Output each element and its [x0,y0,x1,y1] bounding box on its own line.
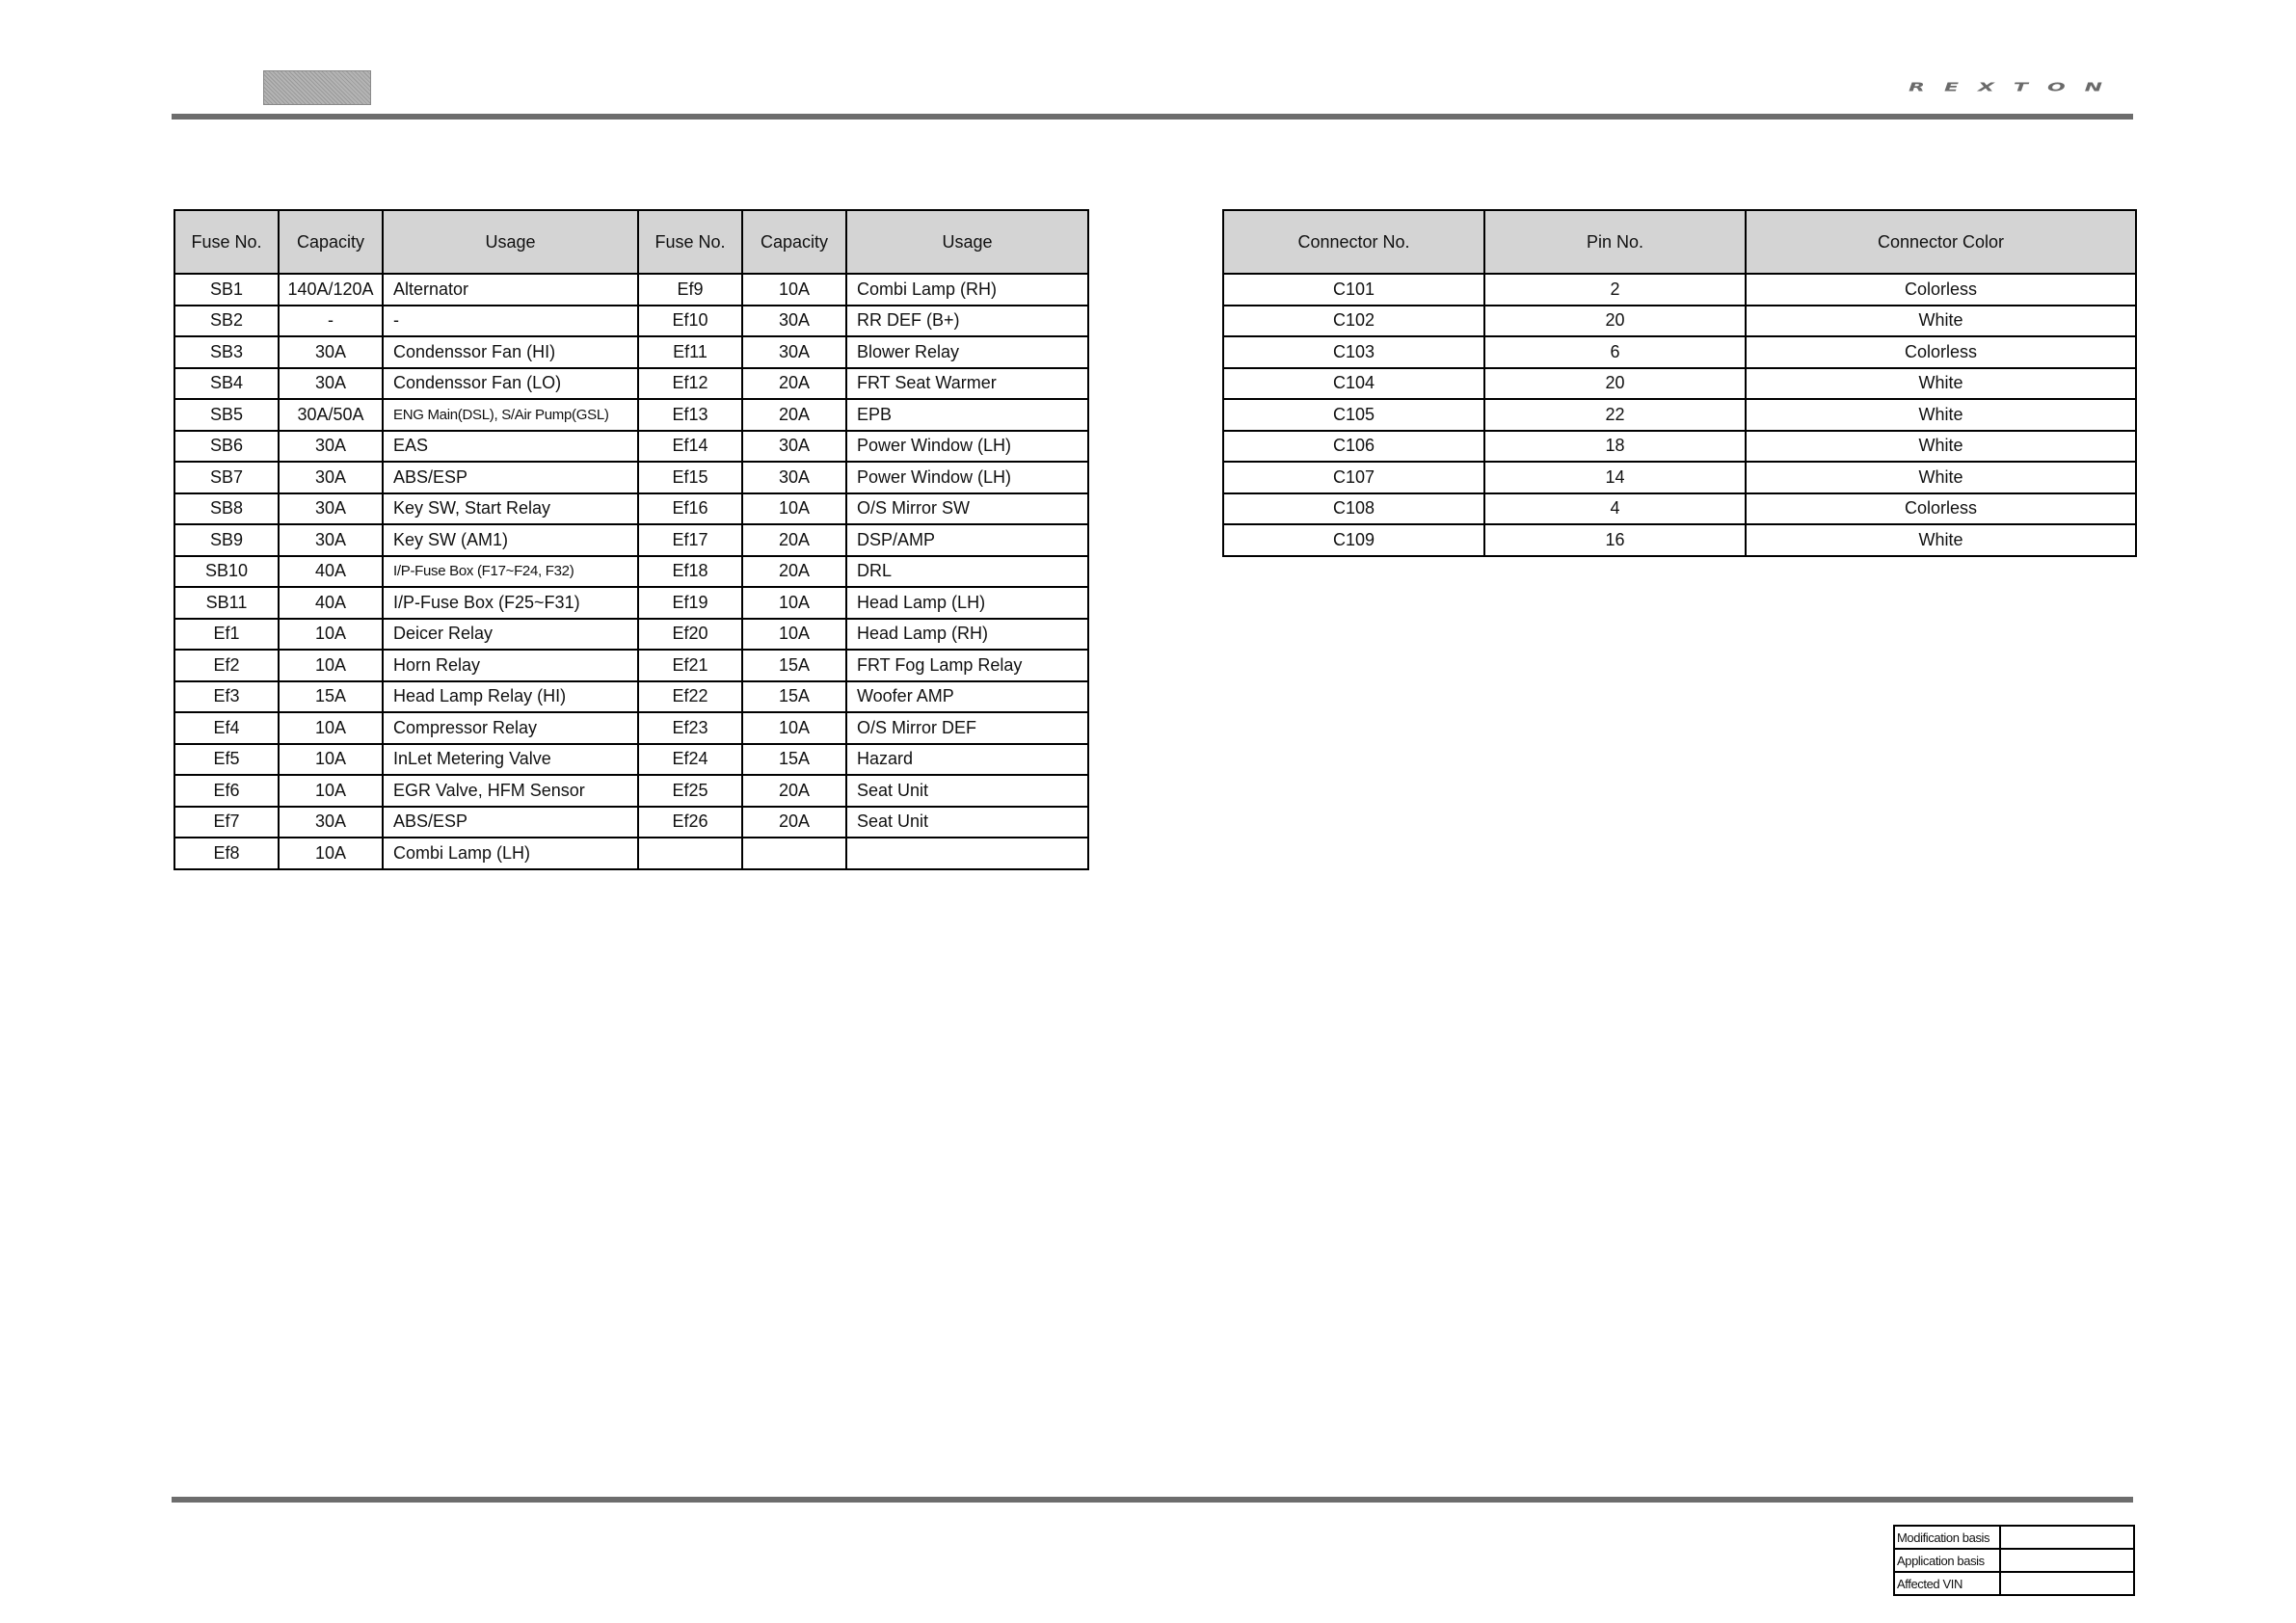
pin-no-cell: 6 [1484,336,1746,368]
connector-color-cell: White [1746,431,2136,463]
capacity-cell: 10A [742,587,846,619]
usage-header: Usage [846,210,1088,274]
fuse-no-cell: SB5 [174,399,279,431]
fuse-no-cell: Ef25 [638,775,742,807]
capacity-cell: 30A/50A [279,399,383,431]
connector-no-cell: C104 [1223,368,1484,400]
table-row [174,775,1088,807]
capacity-cell: 30A [742,336,846,368]
capacity-cell: 30A [279,336,383,368]
table-row [174,462,1088,493]
usage-cell: FRT Seat Warmer [846,368,1088,400]
capacity-cell [742,838,846,869]
table-row [1223,306,2136,337]
usage-cell: Power Window (LH) [846,462,1088,493]
pin-no-cell: 4 [1484,493,1746,525]
pin-no-cell: 2 [1484,274,1746,306]
fuse-table [174,209,1089,870]
revision-label: Application basis [1894,1549,2000,1572]
capacity-header: Capacity [279,210,383,274]
fuse-no-cell: Ef2 [174,650,279,681]
fuse-no-cell: Ef9 [638,274,742,306]
table-row [1223,462,2136,493]
usage-cell: Compressor Relay [383,712,638,744]
usage-cell: Combi Lamp (RH) [846,274,1088,306]
capacity-cell: 40A [279,556,383,588]
fuse-no-cell: Ef20 [638,619,742,651]
capacity-cell: 10A [742,712,846,744]
table-row [174,399,1088,431]
table-row [174,838,1088,869]
usage-cell: Combi Lamp (LH) [383,838,638,869]
table-row [174,744,1088,776]
fuse-no-cell: Ef3 [174,681,279,713]
connector-color-cell: Colorless [1746,274,2136,306]
capacity-cell: 10A [279,744,383,776]
fuse-no-cell: SB1 [174,274,279,306]
table-row [174,306,1088,337]
capacity-cell: - [279,306,383,337]
usage-cell: Condenssor Fan (HI) [383,336,638,368]
capacity-cell: 10A [742,493,846,525]
capacity-cell: 15A [742,681,846,713]
capacity-header: Capacity [742,210,846,274]
pin-no-cell: 20 [1484,306,1746,337]
fuse-no-cell: Ef4 [174,712,279,744]
capacity-cell: 140A/120A [279,274,383,306]
usage-cell: DSP/AMP [846,524,1088,556]
connector-color-cell: White [1746,462,2136,493]
usage-cell: RR DEF (B+) [846,306,1088,337]
usage-cell: O/S Mirror SW [846,493,1088,525]
connector-no-cell: C102 [1223,306,1484,337]
fuse-no-cell [638,838,742,869]
usage-cell: Head Lamp (RH) [846,619,1088,651]
fuse-no-cell: Ef12 [638,368,742,400]
table-row [174,712,1088,744]
capacity-cell: 40A [279,587,383,619]
table-row [174,274,1088,306]
fuse-no-cell: SB10 [174,556,279,588]
revision-value [2000,1549,2134,1572]
footer-rule [172,1497,2133,1503]
capacity-cell: 10A [279,619,383,651]
capacity-cell: 20A [742,807,846,838]
table-row [1894,1549,2134,1572]
connector-no-cell: C101 [1223,274,1484,306]
fuse-no-cell: SB3 [174,336,279,368]
capacity-cell: 30A [279,807,383,838]
usage-cell: Seat Unit [846,775,1088,807]
fuse-no-cell: Ef26 [638,807,742,838]
capacity-cell: 10A [279,650,383,681]
usage-cell: InLet Metering Valve [383,744,638,776]
connector-color-cell: White [1746,524,2136,556]
usage-header: Usage [383,210,638,274]
capacity-cell: 30A [279,368,383,400]
table-row [174,681,1088,713]
fuse-no-cell: Ef7 [174,807,279,838]
fuse-no-cell: SB11 [174,587,279,619]
usage-cell: Deicer Relay [383,619,638,651]
table-row [1223,274,2136,306]
table-row [174,619,1088,651]
capacity-cell: 10A [279,775,383,807]
fuse-no-cell: Ef5 [174,744,279,776]
fuse-no-cell: Ef11 [638,336,742,368]
fuse-no-cell: Ef15 [638,462,742,493]
fuse-no-cell: Ef13 [638,399,742,431]
fuse-no-cell: Ef10 [638,306,742,337]
usage-cell: O/S Mirror DEF [846,712,1088,744]
capacity-cell: 15A [742,744,846,776]
usage-cell: Alternator [383,274,638,306]
usage-cell: EAS [383,431,638,463]
table-row [174,556,1088,588]
table-row [174,493,1088,525]
capacity-cell: 30A [279,462,383,493]
usage-cell: EGR Valve, HFM Sensor [383,775,638,807]
usage-cell: Blower Relay [846,336,1088,368]
capacity-cell: 30A [742,462,846,493]
capacity-cell: 20A [742,399,846,431]
fuse-no-cell: Ef23 [638,712,742,744]
usage-cell: Head Lamp Relay (HI) [383,681,638,713]
fuse-no-cell: SB9 [174,524,279,556]
table-row [174,807,1088,838]
usage-cell: Hazard [846,744,1088,776]
table-row [1223,399,2136,431]
connector-no-cell: C108 [1223,493,1484,525]
usage-cell: ABS/ESP [383,462,638,493]
usage-cell: I/P-Fuse Box (F25~F31) [383,587,638,619]
capacity-cell: 20A [742,556,846,588]
capacity-cell: 15A [742,650,846,681]
fuse-no-cell: Ef21 [638,650,742,681]
usage-cell: FRT Fog Lamp Relay [846,650,1088,681]
capacity-cell: 10A [279,838,383,869]
pin-no-cell: 20 [1484,368,1746,400]
pin-no-header: Pin No. [1484,210,1746,274]
rexton-logo: REXTON [1909,81,2122,94]
header-rule [172,114,2133,120]
fuse-no-cell: Ef24 [638,744,742,776]
connector-no-cell: C103 [1223,336,1484,368]
fuse-no-cell: Ef1 [174,619,279,651]
table-row [174,368,1088,400]
fuse-no-cell: Ef8 [174,838,279,869]
fuse-no-cell: SB2 [174,306,279,337]
capacity-cell: 15A [279,681,383,713]
fuse-no-cell: Ef17 [638,524,742,556]
usage-cell: Horn Relay [383,650,638,681]
revision-value [2000,1526,2134,1549]
capacity-cell: 10A [742,619,846,651]
capacity-cell: 30A [279,524,383,556]
usage-cell: EPB [846,399,1088,431]
table-row [1223,368,2136,400]
usage-cell: Seat Unit [846,807,1088,838]
connector-table [1222,209,2137,557]
table-row [1894,1526,2134,1549]
fuse-no-cell: Ef14 [638,431,742,463]
table-row [1223,336,2136,368]
table-row [1223,431,2136,463]
revision-label: Affected VIN [1894,1572,2000,1595]
connector-no-cell: C106 [1223,431,1484,463]
pin-no-cell: 18 [1484,431,1746,463]
fuse-no-header: Fuse No. [174,210,279,274]
connector-no-header: Connector No. [1223,210,1484,274]
usage-cell: DRL [846,556,1088,588]
table-row [1894,1572,2134,1595]
table-row [174,524,1088,556]
pin-no-cell: 14 [1484,462,1746,493]
table-row [1223,524,2136,556]
usage-cell: Head Lamp (LH) [846,587,1088,619]
table-row [1223,493,2136,525]
usage-cell: Power Window (LH) [846,431,1088,463]
usage-cell: ABS/ESP [383,807,638,838]
table-row [174,431,1088,463]
connector-no-cell: C107 [1223,462,1484,493]
fuse-no-cell: SB7 [174,462,279,493]
fuse-no-cell: SB4 [174,368,279,400]
capacity-cell: 30A [279,431,383,463]
connector-color-cell: Colorless [1746,493,2136,525]
revision-box [1893,1525,2135,1596]
usage-cell: Condenssor Fan (LO) [383,368,638,400]
capacity-cell: 20A [742,368,846,400]
fuse-no-cell: Ef18 [638,556,742,588]
connector-color-cell: White [1746,399,2136,431]
table-row [174,587,1088,619]
fuse-no-cell: Ef16 [638,493,742,525]
capacity-cell: 30A [742,306,846,337]
usage-cell: - [383,306,638,337]
table-row [174,650,1088,681]
connector-no-cell: C109 [1223,524,1484,556]
capacity-cell: 30A [279,493,383,525]
capacity-cell: 10A [279,712,383,744]
connector-color-cell: White [1746,368,2136,400]
connector-no-cell: C105 [1223,399,1484,431]
usage-cell [846,838,1088,869]
usage-cell: Woofer AMP [846,681,1088,713]
header-tab-block [263,70,371,105]
connector-color-cell: White [1746,306,2136,337]
connector-color-cell: Colorless [1746,336,2136,368]
fuse-no-cell: SB8 [174,493,279,525]
usage-cell: I/P-Fuse Box (F17~F24, F32) [383,556,638,588]
fuse-no-cell: SB6 [174,431,279,463]
fuse-no-cell: Ef6 [174,775,279,807]
capacity-cell: 10A [742,274,846,306]
fuse-no-cell: Ef19 [638,587,742,619]
usage-cell: Key SW (AM1) [383,524,638,556]
revision-value [2000,1572,2134,1595]
fuse-no-header: Fuse No. [638,210,742,274]
connector-color-header: Connector Color [1746,210,2136,274]
capacity-cell: 20A [742,775,846,807]
capacity-cell: 30A [742,431,846,463]
table-row [174,336,1088,368]
usage-cell: ENG Main(DSL), S/Air Pump(GSL) [383,399,638,431]
fuse-no-cell: Ef22 [638,681,742,713]
pin-no-cell: 22 [1484,399,1746,431]
usage-cell: Key SW, Start Relay [383,493,638,525]
fuse-table-header [174,210,1088,274]
connector-table-header [1223,210,2136,274]
pin-no-cell: 16 [1484,524,1746,556]
capacity-cell: 20A [742,524,846,556]
revision-label: Modification basis [1894,1526,2000,1549]
